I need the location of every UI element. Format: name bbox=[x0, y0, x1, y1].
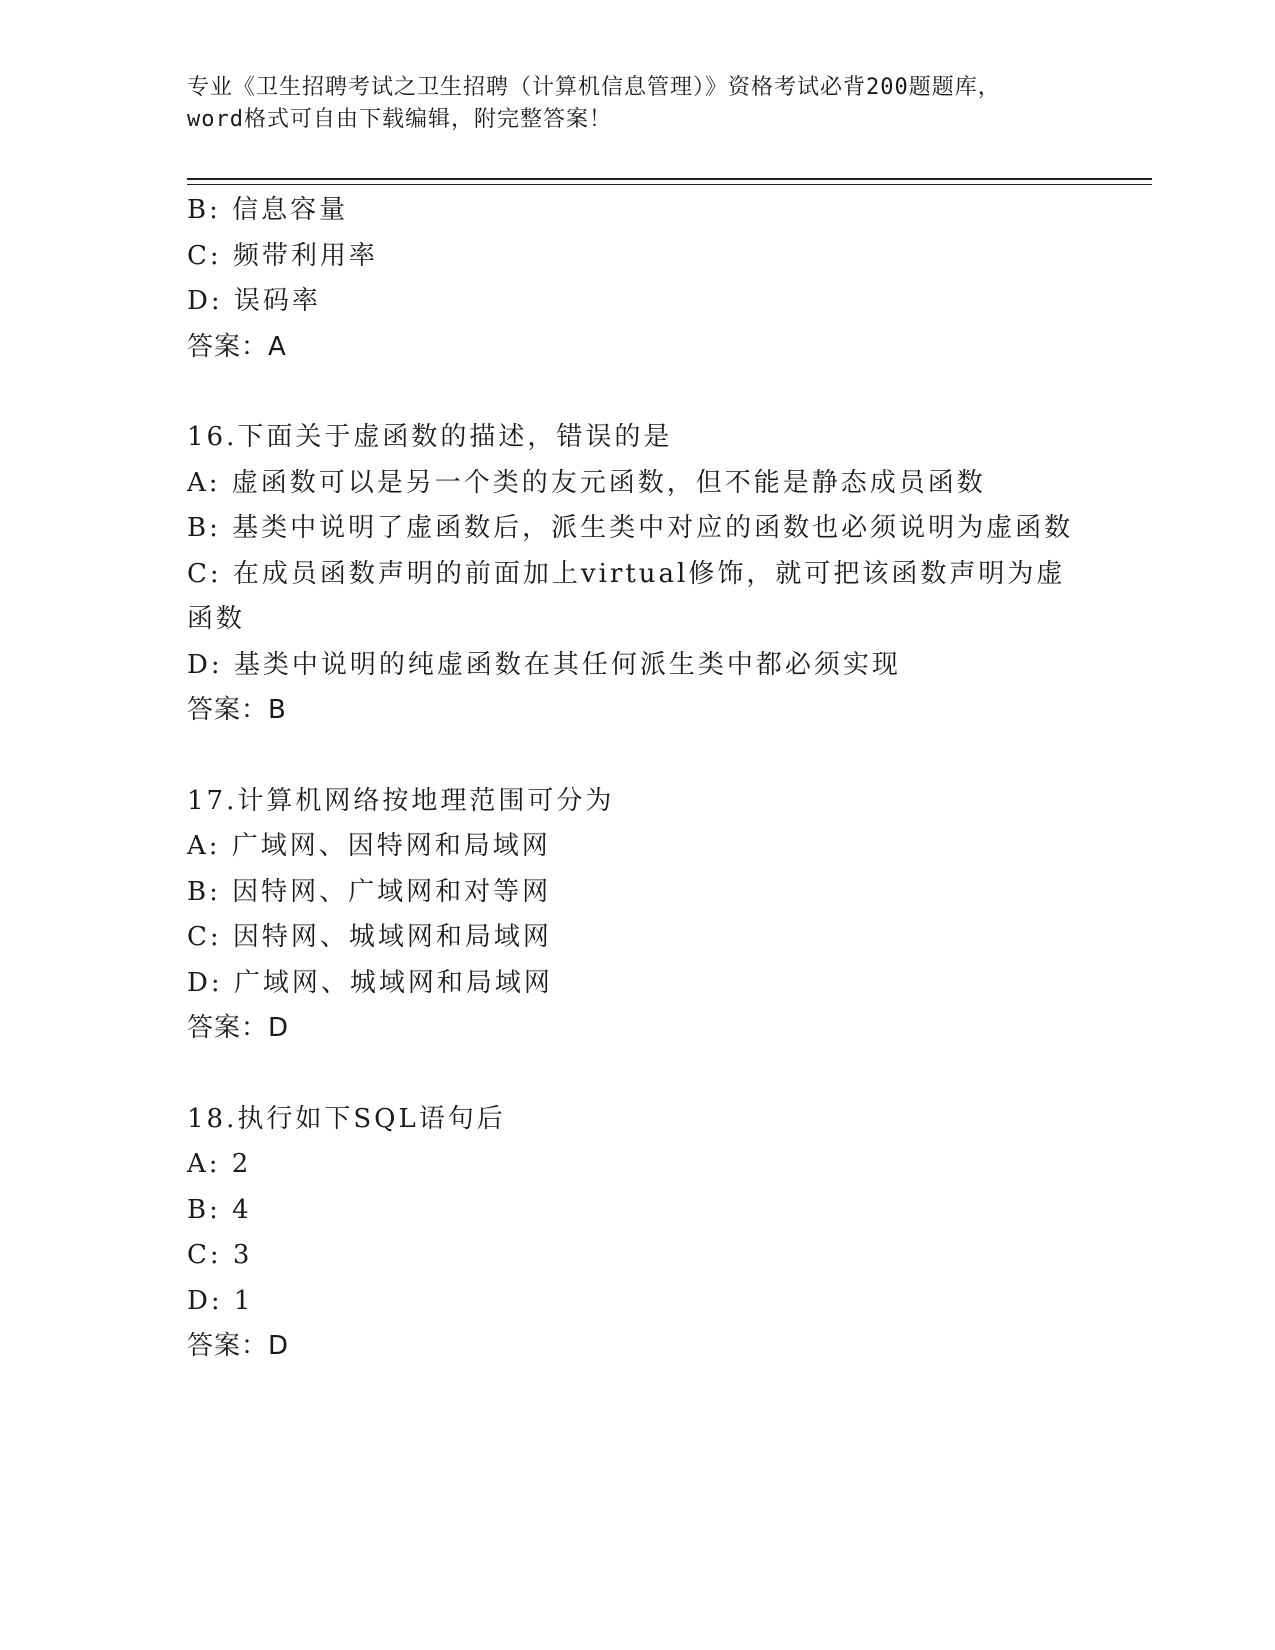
question-18 bbox=[187, 1097, 1087, 1370]
spacer bbox=[187, 370, 1087, 415]
option-a: A: 广域网、因特网和局域网 bbox=[187, 831, 551, 861]
question-17 bbox=[187, 779, 1087, 1052]
option-b: B: 因特网、广域网和对等网 bbox=[187, 876, 552, 907]
option-c: C: 在成员函数声明的前面加上virtual修饰，就可把该函数声明为虚函数 bbox=[187, 558, 1066, 634]
question-title: 18.执行如下SQL语句后 bbox=[187, 1103, 506, 1134]
option-d: D: 误码率 bbox=[187, 286, 321, 316]
question-title: 16.下面关于虚函数的描述，错误的是 bbox=[187, 422, 673, 452]
option-a: A: 虚函数可以是另一个类的友元函数，但不能是静态成员函数 bbox=[187, 467, 986, 498]
document-body bbox=[187, 188, 1087, 1370]
option-d: D: 基类中说明的纯虚函数在其任何派生类中都必须实现 bbox=[187, 649, 901, 680]
option-c: C: 3 bbox=[187, 1240, 253, 1270]
header-title-line-2: word格式可自由下载编辑，附完整答案！ bbox=[187, 107, 612, 132]
question-16 bbox=[187, 415, 1087, 734]
header-title-line-1: 专业《卫生招聘考试之卫生招聘（计算机信息管理）》资格考试必背200题题库， bbox=[187, 75, 1001, 100]
option-b: B: 4 bbox=[187, 1194, 252, 1225]
document-header bbox=[187, 72, 1077, 136]
option-c: C: 频带利用率 bbox=[187, 240, 378, 271]
spacer bbox=[187, 734, 1087, 779]
header-divider bbox=[187, 178, 1152, 185]
answer-line: 答案：D bbox=[187, 1331, 290, 1361]
option-d: D: 广域网、城域网和局域网 bbox=[187, 967, 553, 998]
option-b: B: 基类中说明了虚函数后，派生类中对应的函数也必须说明为虚函数 bbox=[187, 513, 1074, 543]
option-a: A: 2 bbox=[187, 1149, 252, 1179]
option-c: C: 因特网、城域网和局域网 bbox=[187, 922, 552, 952]
answer-line: 答案：B bbox=[187, 695, 287, 725]
previous-question-tail bbox=[187, 188, 1087, 370]
option-b: B: 信息容量 bbox=[187, 195, 349, 225]
spacer bbox=[187, 1052, 1087, 1097]
answer-line: 答案：D bbox=[187, 1013, 290, 1043]
question-title: 17.计算机网络按地理范围可分为 bbox=[187, 785, 615, 816]
answer-line: 答案：A bbox=[187, 331, 287, 362]
option-d: D: 1 bbox=[187, 1285, 254, 1316]
